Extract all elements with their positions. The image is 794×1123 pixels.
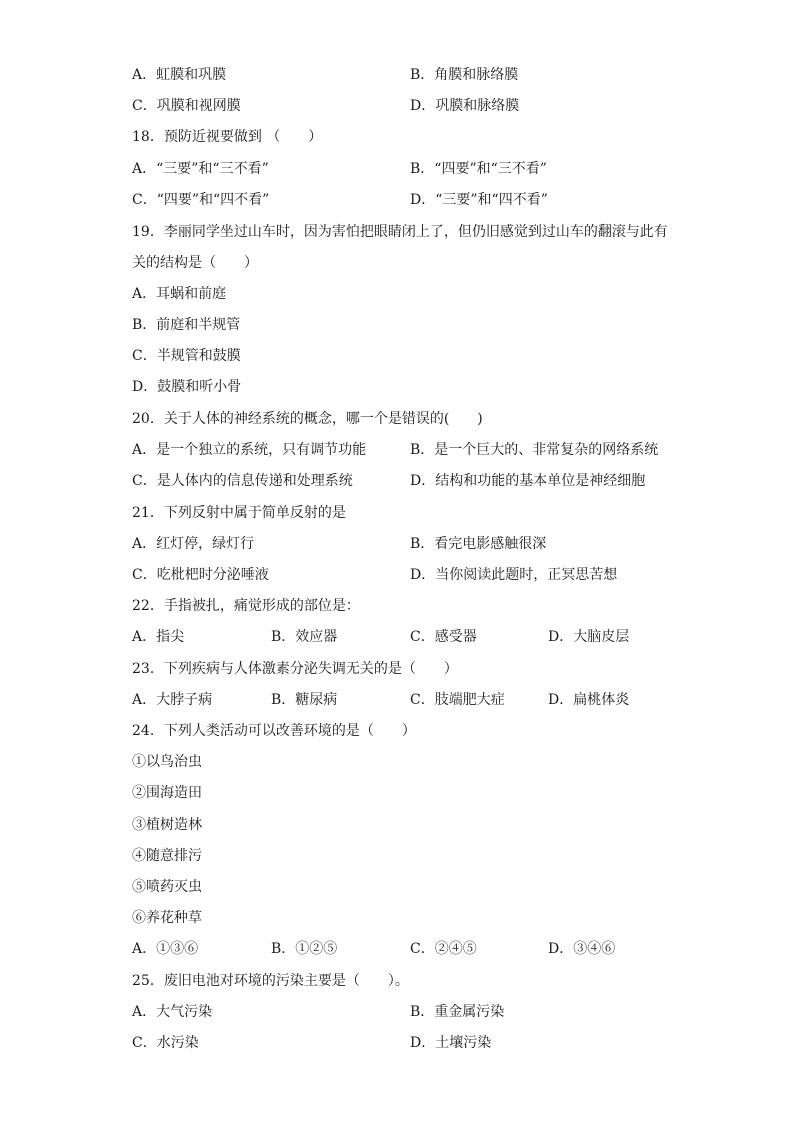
q19-stem-line-1: 19．李丽同学坐过山车时，因为害怕把眼睛闭上了，但仍旧感觉到过山车的翻滚与此有 [132,224,668,240]
q17-option-c: C．巩膜和视网膜 [132,98,241,114]
q24-options-row [132,938,616,960]
q17-option-d: D．巩膜和脉络膜 [410,98,520,114]
q18-stem: 18．预防近视要做到 （ ） [132,129,323,145]
q21-option-d: D．当你阅读此题时，正冥思苦想 [410,567,618,583]
q19-option-b: B．前庭和半规管 [132,317,241,333]
q24-item-6: ⑥养花种草 [132,910,202,926]
q19-stem-line-2: 关的结构是（ ） [132,255,258,271]
q24-option-a: A．①③⑥ [132,941,199,957]
q20-option-c: C．是人体内的信息传递和处理系统 [132,473,353,489]
q25-options-row-2 [132,1032,492,1054]
q24-item-2: ②围海造田 [132,785,202,801]
q25-option-a: A．大气污染 [132,1004,213,1020]
q23-options-row [132,689,630,711]
q24-item-4: ④随意排污 [132,848,202,864]
q22-option-b: B．效应器 [271,629,338,645]
q21-options-row-2 [132,564,618,586]
q25-options-row-1 [132,1001,505,1023]
q19-option-a: A．耳蜗和前庭 [132,286,227,302]
q23-option-b: B．糖尿病 [271,692,338,708]
q20-option-b: B．是一个巨大的、非常复杂的网络系统 [410,442,659,458]
q23-option-d: D．扁桃体炎 [548,692,630,708]
q22-stem: 22．手指被扎，痛觉形成的部位是： [132,598,360,614]
q23-option-c: C．肢端肥大症 [410,692,505,708]
q25-option-d: D．土壤污染 [410,1035,492,1051]
q20-option-a: A．是一个独立的系统，只有调节功能 [132,442,367,458]
q24-item-3: ③植树造林 [132,817,202,833]
q24-item-1: ①以鸟治虫 [132,754,202,770]
q24-option-b: B．①②⑤ [271,941,338,957]
q22-options-row [132,626,630,648]
q24-stem: 24．下列人类活动可以改善环境的是（ ） [132,723,416,739]
q24-option-c: C．②④⑤ [410,941,477,957]
q20-options-row-2 [132,470,646,492]
q21-stem: 21．下列反射中属于简单反射的是 [132,505,346,521]
q18-option-a: A．“三要”和“三不看” [132,161,269,177]
q22-option-d: D．大脑皮层 [548,629,630,645]
q21-options-row-1 [132,533,547,555]
q17-options-row-2 [132,95,520,117]
q23-option-a: A．大脖子病 [132,692,213,708]
q21-option-b: B．看完电影感触很深 [410,536,547,552]
q19-option-c: C．半规管和鼓膜 [132,348,241,364]
q25-stem: 25．废旧电池对环境的污染主要是（ ）。 [132,973,409,989]
q24-option-d: D．③④⑥ [548,941,616,957]
q20-options-row-1 [132,439,659,461]
q18-option-c: C．“四要”和“四不看” [132,192,270,208]
q25-option-b: B．重金属污染 [410,1004,505,1020]
q22-option-a: A．指尖 [132,629,185,645]
q18-option-b: B．“四要”和“三不看” [410,161,547,177]
q20-stem: 20．关于人体的神经系统的概念，哪一个是错误的( ) [132,411,483,427]
q17-options-row-1 [132,64,519,86]
q18-options-row-2 [132,189,548,211]
q24-item-5: ⑤喷药灭虫 [132,879,202,895]
q17-option-a: A．虹膜和巩膜 [132,67,227,83]
q17-option-b: B．角膜和脉络膜 [410,67,519,83]
q18-option-d: D．“三要”和“四不看” [410,192,548,208]
q25-option-c: C．水污染 [132,1035,199,1051]
q21-option-a: A．红灯停，绿灯行 [132,536,255,552]
q23-stem: 23．下列疾病与人体激素分泌失调无关的是（ ） [132,661,458,677]
q21-option-c: C．吃枇杷时分泌唾液 [132,567,269,583]
q22-option-c: C．感受器 [410,629,477,645]
q18-options-row-1 [132,158,547,180]
q20-option-d: D．结构和功能的基本单位是神经细胞 [410,473,646,489]
q19-option-d: D．鼓膜和听小骨 [132,379,242,395]
